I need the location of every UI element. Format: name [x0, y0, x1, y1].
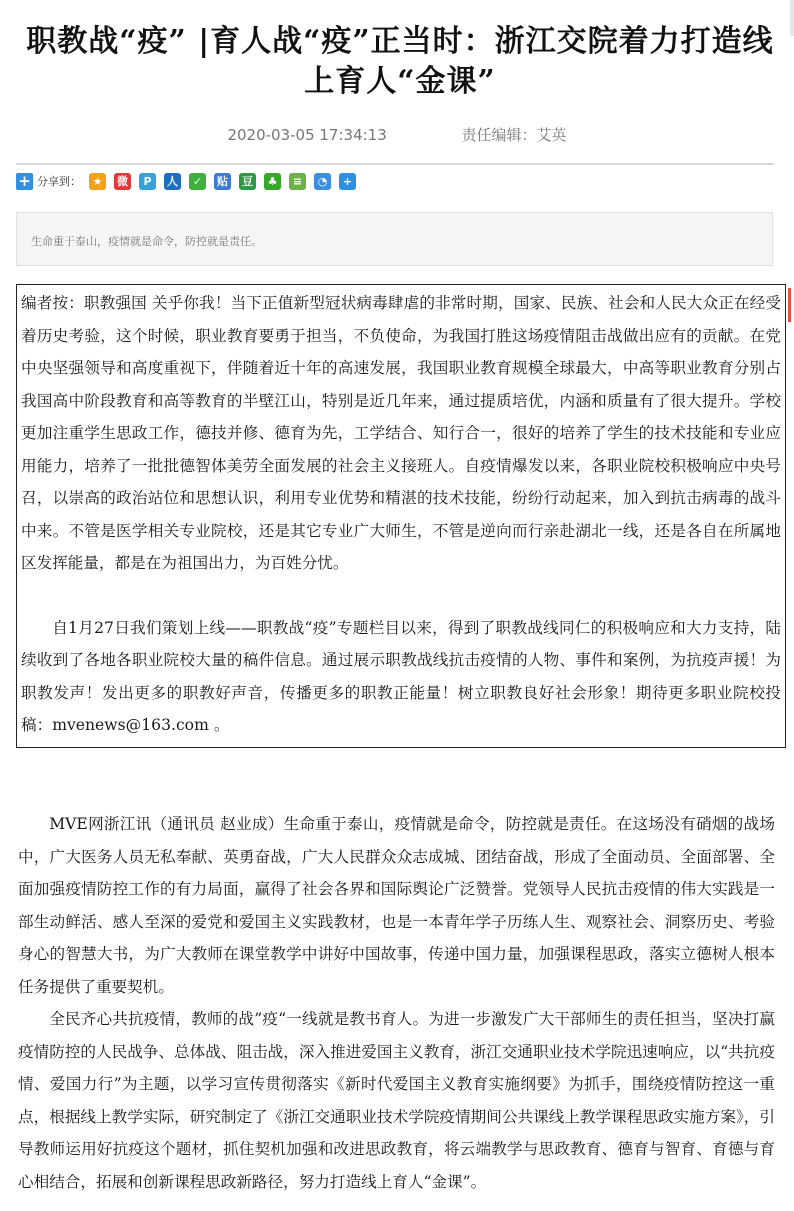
article-summary: 生命重于泰山，疫情就是命令，防控就是责任。 [16, 212, 773, 266]
scrollbar-track [790, 0, 794, 36]
header-divider [16, 163, 774, 165]
bookmark-icon[interactable]: ≡ [289, 173, 306, 190]
tencent-weibo-icon[interactable]: P [139, 173, 156, 190]
responsible-editor: 责任编辑：艾英 [461, 126, 567, 144]
mail-icon[interactable]: ◔ [314, 173, 331, 190]
tieba-icon[interactable]: 贴 [214, 173, 231, 190]
wechat-icon[interactable]: ✓ [189, 173, 206, 190]
share-bar [16, 171, 364, 191]
qzone-icon[interactable]: ★ [89, 173, 106, 190]
renren-icon[interactable]: 人 [164, 173, 181, 190]
kaixin-icon[interactable]: ♣ [264, 173, 281, 190]
editor-note-paragraph: 编者按：职教强国 关乎你我！当下正值新型冠状病毒肆虐的非常时期，国家、民族、社会和人民大众正在经受着历史考验，这个时候，职业教育要勇于担当，不负使命，为我国打胜这场疫情阻击战做出应有的贡献。在党中央坚强领导和高度重视下，伴随着近十年的高速发展，我国职业教育规模全球最大，中高等职业教育分别占我国高中阶段教育和高等教育的半壁江山，特别是近几年来，通过提质培优，内涵和质量有了很大提升。学校更加注重学生思政工作，德技并修、德育为先，工学结合、知行合一，很好的培养了学生的技术技能和专业应用能力，培养了一批批德智体美劳全面发展的社会主义接班人。自疫情爆发以来，各职业院校积极响应中央号召，以崇高的政治站位和思想认识，利用专业优势和精湛的技术技能，纷纷行动起来，加入到抗击病毒的战斗中来。不管是医学相关专业院校，还是其它专业广大师生，不管是逆向而行亲赴湖北一线，还是各自在所属地区发挥能量，都是在为祖国出力，为百姓分忧。 [21, 294, 781, 572]
share-plus-icon[interactable]: + [16, 173, 33, 190]
publish-datetime: 2020-03-05 17:34:13 [227, 126, 387, 144]
body-paragraph: 全民齐心共抗疫情，教师的战”疫“一线就是教书育人。为进一步激发广大干部师生的责任担当，坚决打赢疫情防控的人民战争、总体战、阻击战，深入推进爱国主义教育，浙江交通职业技术学院迅速响应，以“共抗疫情、爱国力行”为主题，以学习宣传贯彻落实《新时代爱国主义教育实施纲要》为抓手，围绕疫情防控这一重点，根据线上教学实际，研究制定了《浙江交通职业技术学院疫情期间公共课线上教学课程思政实施方案》，引导教师运用好抗疫这个题材，抓住契机加强和改进思政教育，将云端教学与思政教育、德育与智育、育德与育心相结合，拓展和创新课程思政新路径，努力打造线上育人“金课”。 [18, 1010, 775, 1191]
share-label: 分享到： [37, 175, 81, 188]
body-paragraph: MVE网浙江讯（通讯员 赵业成）生命重于泰山，疫情就是命令，防控就是责任。在这场没有硝烟的战场中，广大医务人员无私奉献、英勇奋战，广大人民群众众志成城、团结奋战，形成了全面动员、全面部署、全面加强疫情防控工作的有力局面，赢得了社会各界和国际舆论广泛赞誉。党领导人民抗击疫情的伟大实践是一部生动鲜活、感人至深的爱党和爱国主义实践教材，也是一本青年学子历练人生、观察社会、洞察历史、考验身心的智慧大书，为广大教师在课堂教学中讲好中国故事，传递中国力量，加强课程思政，落实立德树人根本任务提供了重要契机。 [18, 815, 775, 996]
editor-note-paragraph: 自1月27日我们策划上线——职教战“疫”专题栏目以来，得到了职教战线同仁的积极响应和大力支持，陆续收到了各地各职业院校大量的稿件信息。通过展示职教战线抗击疫情的人物、事件和案例，为抗疫声援！为职教发声！发出更多的职教好声音，传播更多的职教正能量！树立职教良好社会形象！期待更多职业院校投稿：mvenews@163.com 。 [21, 618, 781, 734]
douban-icon[interactable]: 豆 [239, 173, 256, 190]
more-share-icon[interactable]: + [339, 173, 356, 190]
article-body [18, 808, 775, 1198]
editor-note-box [16, 284, 786, 748]
weibo-icon[interactable]: 微 [114, 173, 131, 190]
article-meta [0, 124, 794, 145]
scroll-indicator [788, 288, 791, 322]
article-title: 职教战“疫” |育人战“疫”正当时：浙江交院着力打造线上育人“金课” [26, 24, 774, 99]
